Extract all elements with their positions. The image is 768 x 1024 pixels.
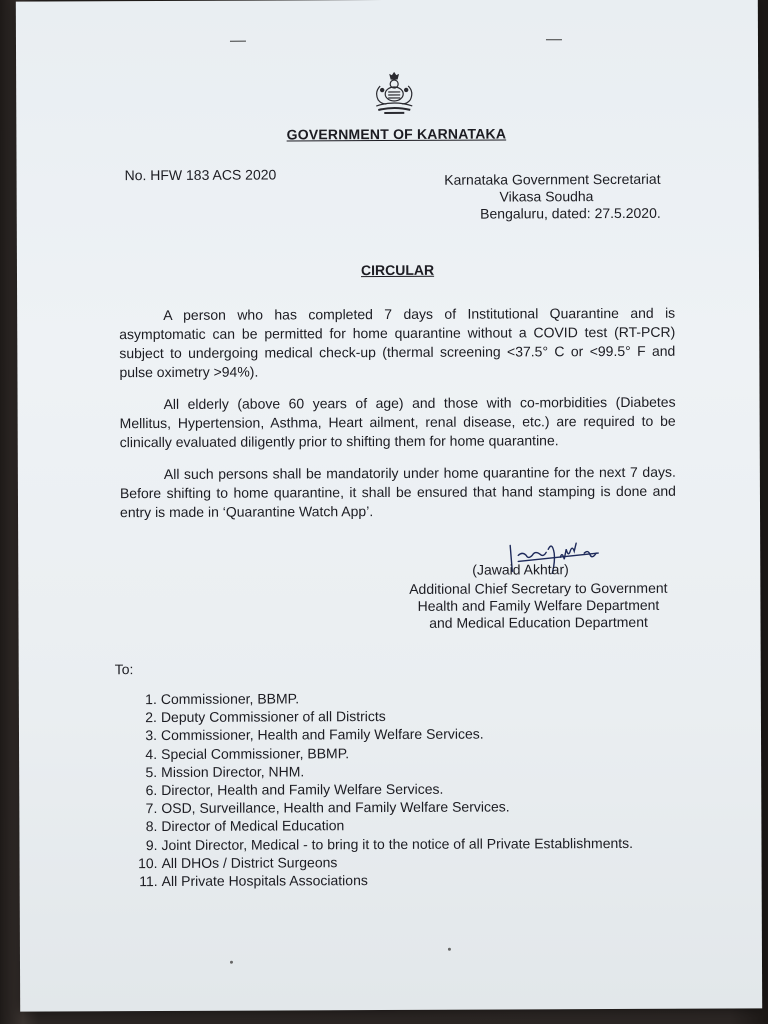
list-item [131, 724, 633, 744]
recipient-text: Director, Health and Family Welfare Services. [161, 780, 444, 799]
signatory-designation [398, 580, 678, 632]
list-number: 1. [145, 691, 157, 708]
designation-line: Additional Chief Secretary to Government [409, 579, 668, 597]
designation-line: and Medical Education Department [429, 613, 648, 631]
list-item [131, 834, 633, 854]
speck-mark [448, 948, 451, 951]
list-item [132, 870, 634, 890]
list-number: 9. [145, 836, 158, 853]
list-number: 4. [145, 745, 158, 762]
list-number: 11. [139, 873, 158, 890]
punch-mark-left [230, 41, 246, 42]
list-item [131, 688, 633, 708]
speck-mark [230, 961, 233, 964]
list-item [131, 779, 633, 799]
state-emblem-icon [370, 72, 418, 116]
list-item [132, 852, 634, 872]
list-item [131, 797, 633, 817]
address-line: Vikasa Soudha [499, 188, 594, 205]
list-number: 6. [145, 782, 158, 799]
government-heading: GOVERNMENT OF KARNATAKA [286, 125, 507, 143]
recipient-text: Commissioner, Health and Family Welfare Services. [160, 725, 484, 744]
address-date-line: Bengaluru, dated: 27.5.2020. [480, 204, 661, 222]
recipient-text: Mission Director, NHM. [161, 763, 305, 780]
list-number: 3. [145, 727, 158, 744]
list-item [131, 761, 633, 781]
recipient-list [131, 688, 633, 890]
list-number: 5. [145, 763, 158, 780]
recipient-text: OSD, Surveillance, Health and Family Welfare Services. [161, 798, 510, 817]
list-item [131, 815, 633, 835]
recipient-text: Joint Director, Medical - to bring it to the notice of all Private Establishments. [161, 834, 634, 853]
list-item [131, 706, 633, 726]
body-paragraph: All such persons shall be mandatorily under home quarantine for the next 7 days. Before shifting to home quarantine, it shall be ensured that hand stamping is done and entry is made in ‘Quarantine Watch App’. [119, 463, 676, 521]
signatory-name: (Jawaid Akhtar) [472, 561, 569, 578]
to-label: To: [114, 661, 134, 678]
recipient-text: All DHOs / District Surgeons [161, 854, 338, 871]
recipient-text: All Private Hospitals Associations [161, 872, 368, 890]
list-number: 8. [145, 818, 158, 835]
circular-document [16, 0, 762, 1012]
recipient-text: Special Commissioner, BBMP. [161, 744, 350, 762]
recipient-text: Director of Medical Education [161, 817, 345, 835]
designation-line: Health and Family Welfare Department [417, 596, 660, 614]
issuing-address [444, 171, 661, 223]
recipient-text: Deputy Commissioner of all Districts [160, 708, 386, 726]
circular-title: CIRCULAR [360, 261, 435, 279]
reference-number: No. HFW 183 ACS 2020 [124, 166, 277, 184]
list-number: 7. [145, 800, 158, 817]
punch-mark-right [546, 39, 562, 40]
address-line: Karnataka Government Secretariat [444, 170, 661, 188]
body-paragraph: All elderly (above 60 years of age) and those with co-morbidities (Diabetes Mellitus, Hypertension, Asthma, Heart ailment, renal disease, etc.) are required to be clinically evaluated diligently prior to shifting them for home quarantine. [119, 393, 676, 451]
list-number: 10. [138, 854, 158, 871]
recipient-text: Commissioner, BBMP. [160, 690, 300, 707]
list-item [131, 743, 633, 763]
body-paragraph: A person who has completed 7 days of Institutional Quarantine and is asymptomatic can be permitted for home quarantine without a COVID test (RT-PCR) subject to undergoing medical check-up (thermal screening <37.5° C or <99.5° F and pulse oximetry >94%). [119, 304, 676, 381]
list-number: 2. [145, 709, 157, 726]
